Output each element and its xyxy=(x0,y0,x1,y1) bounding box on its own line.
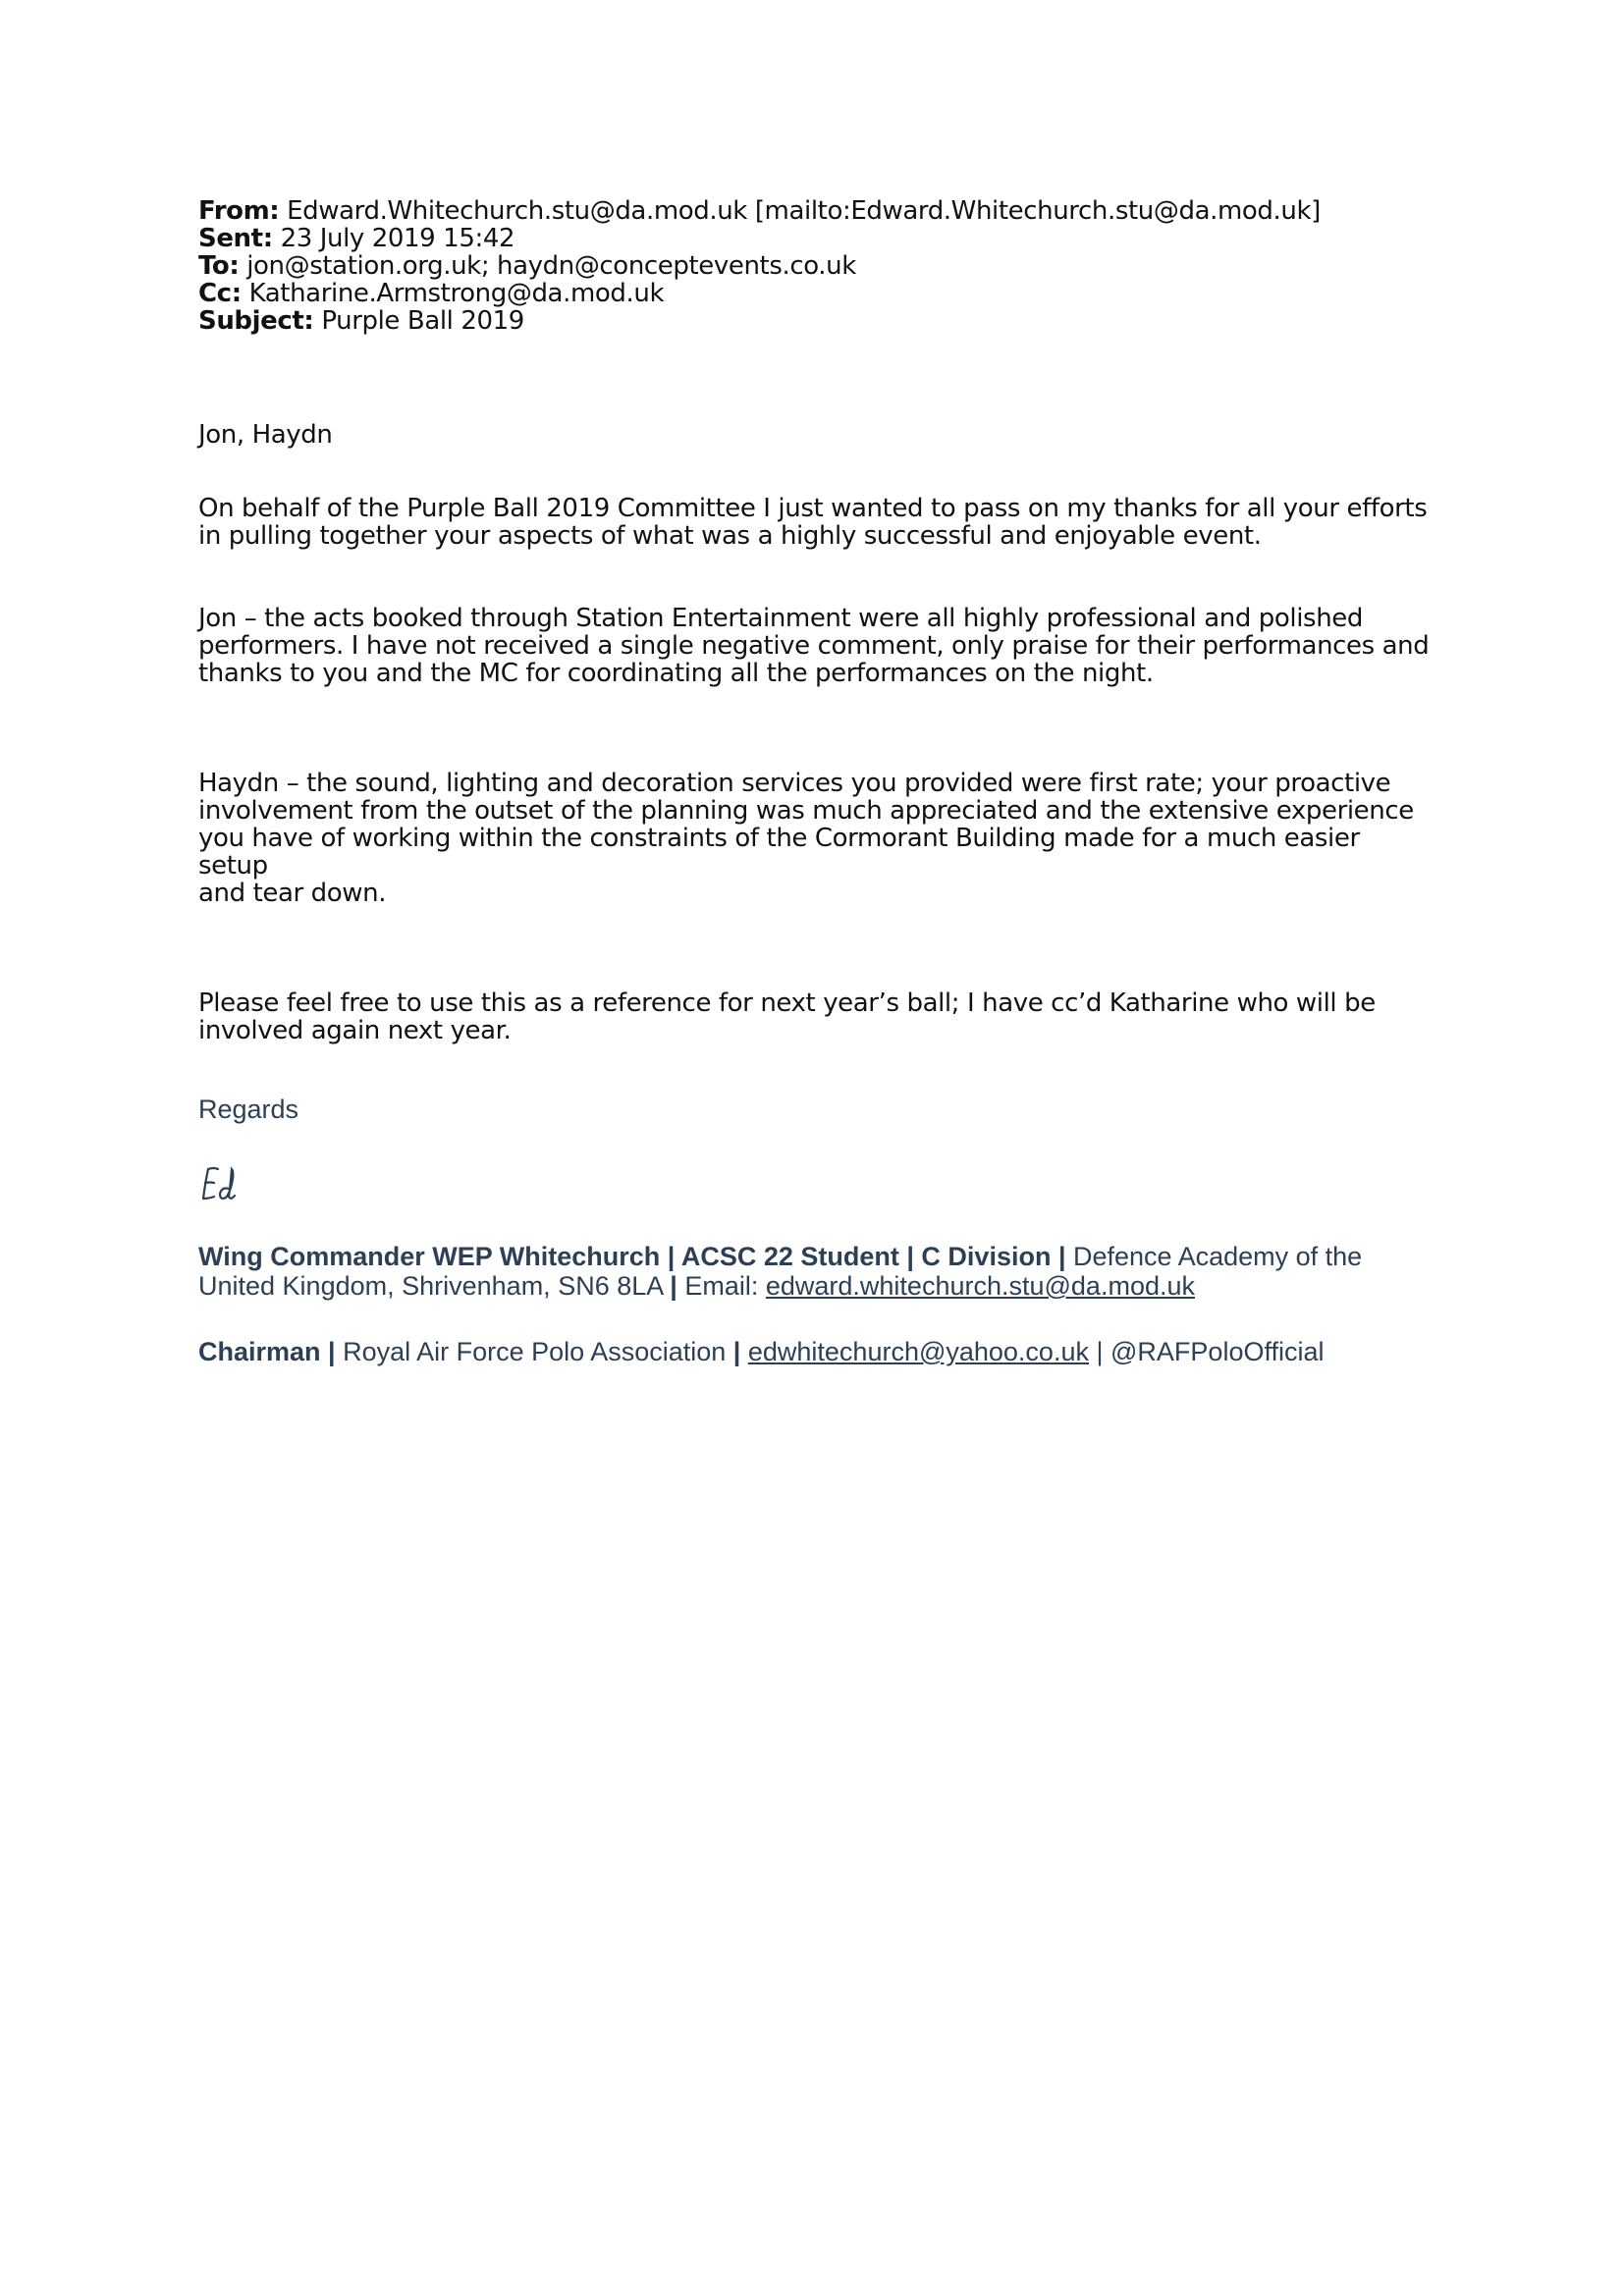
paragraph-reference: Please feel free to use this as a reference for next year’s ball; I have cc’d Katharine who will be involved again next year. xyxy=(198,988,1376,1045)
email-content xyxy=(198,197,1435,1366)
regards: Regards xyxy=(198,1095,299,1124)
sent-value: 23 July 2019 15:42 xyxy=(280,224,515,253)
paragraph-jon: Jon – the acts booked through Station Entertainment were all highly professional and polished performers. I have not received a single negative comment, only praise for their performances and thanks to you and the MC for coordinating all the performances on the night. xyxy=(198,604,1430,688)
subject-row xyxy=(198,307,1435,335)
paragraph-haydn: Haydn – the sound, lighting and decoration services you provided were first rate; your proactive involvement from the outset of the planning was much appreciated and the extensive experience you have of working within the constraints of the Cormorant Building made for a much easier setup and tear down. xyxy=(198,769,1414,908)
subject-label: Subject: xyxy=(198,306,314,336)
greeting: Jon, Haydn xyxy=(198,420,333,450)
signature-line-1 xyxy=(198,1242,1435,1271)
chairman-organization: Royal Air Force Polo Association xyxy=(335,1337,733,1366)
cc-row xyxy=(198,280,1435,307)
to-label: To: xyxy=(198,251,240,281)
handwritten-signature xyxy=(198,1161,257,1204)
from-label: From: xyxy=(198,196,280,226)
paragraph-thanks: On behalf of the Purple Ball 2019 Committee I just wanted to pass on my thanks for all your efforts in pulling together your aspects of what was a highly successful and enjoyable event. xyxy=(198,494,1428,551)
separator: | xyxy=(732,1337,741,1366)
signature-organization: Defence Academy of the xyxy=(1065,1242,1363,1271)
cc-label: Cc: xyxy=(198,279,242,308)
chairman-line xyxy=(198,1337,1435,1366)
signature-title: Wing Commander WEP Whitechurch | ACSC 22 Student | C Division | xyxy=(198,1242,1066,1271)
personal-email-link[interactable]: edwhitechurch@yahoo.co.uk xyxy=(747,1337,1089,1366)
social-handle: @RAFPoloOfficial xyxy=(1110,1337,1325,1366)
work-email-link[interactable]: edward.whitechurch.stu@da.mod.uk xyxy=(765,1271,1195,1301)
signature-line-2 xyxy=(198,1271,1435,1301)
chairman-title: Chairman | xyxy=(198,1337,336,1366)
cc-value: Katharine.Armstrong@da.mod.uk xyxy=(248,279,665,308)
sent-label: Sent: xyxy=(198,224,273,253)
email-label: Email: xyxy=(677,1271,766,1301)
separator: | xyxy=(670,1271,677,1301)
separator: | xyxy=(1088,1337,1111,1366)
to-value: jon@station.org.uk; haydn@conceptevents.co.uk xyxy=(246,251,856,281)
subject-value: Purple Ball 2019 xyxy=(321,306,524,336)
sent-row xyxy=(198,225,1435,252)
signature-block xyxy=(198,1242,1435,1301)
to-row xyxy=(198,252,1435,280)
email-header xyxy=(198,197,1435,335)
signature-address: United Kingdom, Shrivenham, SN6 8LA xyxy=(198,1271,671,1301)
from-row xyxy=(198,197,1435,225)
from-value: Edward.Whitechurch.stu@da.mod.uk [mailto:Edward.Whitechurch.stu@da.mod.uk] xyxy=(287,196,1321,226)
